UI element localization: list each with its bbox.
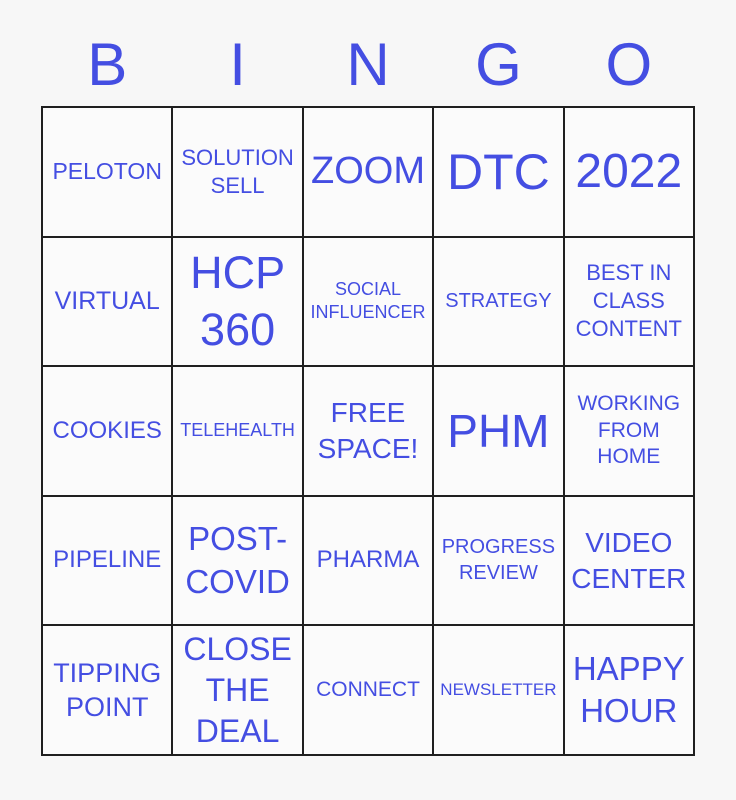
bingo-title-letter-g: G: [475, 31, 522, 98]
bingo-cell-label: 2022: [575, 145, 683, 199]
bingo-cell-label: DTC: [447, 143, 550, 200]
bingo-cell-r4c3[interactable]: [303, 496, 433, 626]
bingo-cell-label: WORKING FROM HOME: [577, 391, 681, 469]
bingo-cell-label: PHM: [447, 404, 550, 457]
bingo-title-letter-b: B: [87, 31, 128, 98]
bingo-cell-label: CONNECT: [316, 677, 420, 701]
bingo-cell-label: HCP 360: [190, 246, 286, 356]
bingo-cell-label: PHARMA: [316, 546, 420, 574]
bingo-title-letter-o: O: [605, 31, 653, 98]
bingo-cell-r4c4[interactable]: [433, 496, 563, 626]
bingo-cell-label: FREE SPACE!: [317, 397, 419, 464]
bingo-cell-r3c1[interactable]: [42, 366, 172, 496]
bingo-cell-r1c3[interactable]: [303, 107, 433, 237]
bingo-cell-r3c4[interactable]: [433, 366, 563, 496]
bingo-cell-label: HAPPY HOUR: [572, 649, 685, 730]
bingo-cell-r2c1[interactable]: [42, 237, 172, 367]
bingo-cell-label: BEST IN CLASS CONTENT: [575, 260, 682, 342]
bingo-cell-label: VIDEO CENTER: [571, 526, 687, 594]
bingo-cell-r1c5[interactable]: [564, 107, 694, 237]
bingo-cell-r1c4[interactable]: [433, 107, 563, 237]
bingo-cell-r1c2[interactable]: [172, 107, 302, 237]
bingo-cell-r2c3[interactable]: [303, 237, 433, 367]
bingo-title: [42, 31, 694, 98]
bingo-cell-r4c5[interactable]: [564, 496, 694, 626]
bingo-cell-r3c2[interactable]: [172, 366, 302, 496]
bingo-cell-label: SOCIAL INFLUENCER: [310, 279, 426, 323]
bingo-cell-r5c4[interactable]: [433, 625, 563, 755]
bingo-cell-r4c1[interactable]: [42, 496, 172, 626]
bingo-cell-r4c2[interactable]: [172, 496, 302, 626]
bingo-cell-label: TIPPING POINT: [53, 657, 162, 723]
bingo-cell-label: CLOSE THE DEAL: [183, 630, 292, 749]
bingo-grid: [41, 106, 695, 756]
bingo-cell-r1c1[interactable]: [42, 107, 172, 237]
bingo-cell-label: PROGRESS REVIEW: [441, 535, 556, 584]
bingo-cell-label: NEWSLETTER: [440, 680, 557, 700]
bingo-cell-r2c5[interactable]: [564, 237, 694, 367]
bingo-title-letter-i: I: [229, 31, 246, 98]
bingo-cell-label: COOKIES: [52, 416, 162, 444]
bingo-cell-label: PIPELINE: [53, 546, 162, 574]
bingo-cell-label: SOLUTION SELL: [181, 144, 294, 198]
bingo-cell-r2c2[interactable]: [172, 237, 302, 367]
bingo-cell-label: TELEHEALTH: [180, 420, 295, 441]
bingo-cell-label: PELOTON: [52, 158, 162, 185]
bingo-cell-label: VIRTUAL: [54, 287, 160, 316]
bingo-cell-label: POST-COVID: [185, 520, 290, 600]
bingo-cell-label: STRATEGY: [445, 289, 552, 312]
bingo-cell-r3c3-free-space[interactable]: [303, 366, 433, 496]
bingo-cell-r3c5[interactable]: [564, 366, 694, 496]
bingo-cell-r2c4[interactable]: [433, 237, 563, 367]
bingo-cell-label: ZOOM: [311, 150, 425, 193]
bingo-cell-r5c2[interactable]: [172, 625, 302, 755]
bingo-cell-r5c3[interactable]: [303, 625, 433, 755]
bingo-cell-r5c5[interactable]: [564, 625, 694, 755]
bingo-title-letter-n: N: [346, 31, 390, 98]
bingo-cell-r5c1[interactable]: [42, 625, 172, 755]
